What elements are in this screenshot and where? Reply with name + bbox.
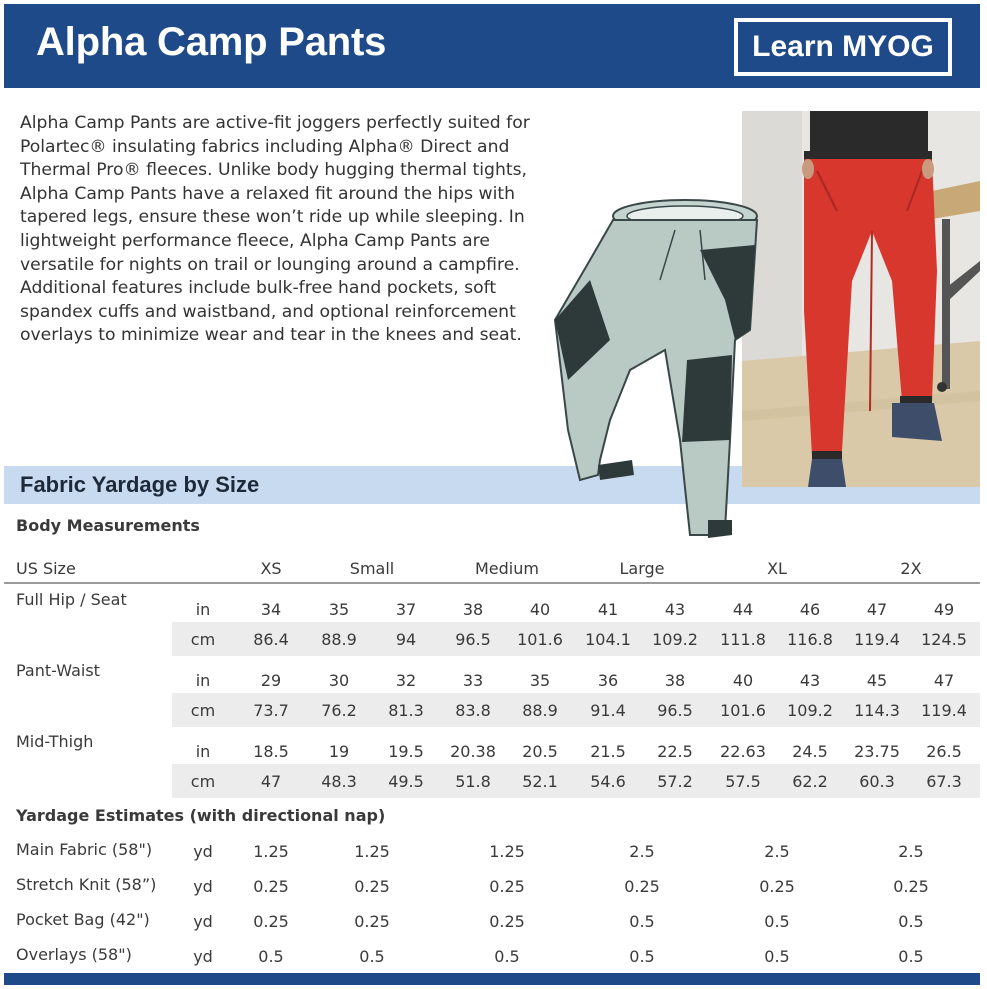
measure-label: Pant-Waist: [16, 661, 100, 680]
yardage-heading: Yardage Estimates (with directional nap): [16, 806, 386, 825]
yardage-cell: 0.5: [629, 912, 655, 931]
table-cell: 23.75: [854, 742, 900, 761]
table-cell: 91.4: [590, 701, 626, 720]
table-cell: 49: [933, 600, 955, 619]
yardage-cell: 0.5: [764, 912, 790, 931]
unit-cm: cm: [190, 772, 216, 791]
table-cell: 33: [462, 671, 484, 690]
table-cell: 119.4: [854, 630, 900, 649]
table-cell: 101.6: [517, 630, 563, 649]
measure-label: Mid-Thigh: [16, 732, 94, 751]
table-cell: 19.5: [388, 742, 424, 761]
unit-cm: cm: [190, 701, 216, 720]
table-cell: 46: [799, 600, 821, 619]
table-cell: 60.3: [859, 772, 895, 791]
table-cell: 40: [529, 600, 551, 619]
table-cell: 96.5: [455, 630, 491, 649]
table-cell: 35: [529, 671, 551, 690]
table-cell: 51.8: [455, 772, 491, 791]
yardage-cell: 0.25: [253, 877, 289, 896]
table-cell: 30: [328, 671, 350, 690]
table-cell: 44: [732, 600, 754, 619]
yardage-cell: 0.25: [489, 877, 525, 896]
table-cell: 43: [799, 671, 821, 690]
table-cell: 22.63: [720, 742, 766, 761]
table-cell: 32: [395, 671, 417, 690]
table-cell: 62.2: [792, 772, 828, 791]
table-cell: 26.5: [926, 742, 962, 761]
body-measurements-heading: Body Measurements: [16, 516, 200, 535]
page-title: Alpha Camp Pants: [36, 20, 387, 64]
table-cell: 81.3: [388, 701, 424, 720]
table-cell: 40: [732, 671, 754, 690]
table-cell: 57.2: [657, 772, 693, 791]
model-photo: [742, 111, 980, 487]
table-cell: 19: [328, 742, 350, 761]
unit-yd: yd: [193, 947, 213, 966]
yardage-cell: 0.5: [258, 947, 284, 966]
table-cell: 83.8: [455, 701, 491, 720]
yardage-label: Overlays (58"): [16, 945, 132, 964]
size-header-2x: 2X: [900, 559, 922, 578]
table-cell: 36: [597, 671, 619, 690]
table-cell: 37: [395, 600, 417, 619]
yardage-label: Pocket Bag (42"): [16, 910, 150, 929]
size-header-small: Small: [349, 559, 395, 578]
product-description: Alpha Camp Pants are active-fit joggers perfectly suited for Polartec® insulating fabrics including Alpha® Direct and Thermal Pro® fleeces. Unlike body hugging thermal tights, Alpha Camp Pants have a relaxed fit around the hips with tapered legs, ensure these won’t ride up while sleeping. In lightweight performance fleece, Alpha Camp Pants are versatile for nights on trail or lounging around a campfire. Additional features include bulk-free hand pockets, soft spandex cuffs and waistband, and optional reinforcement overlays to minimize wear and tear in the knees and seat.: [20, 113, 530, 346]
table-cell: 73.7: [253, 701, 289, 720]
table-cell: 49.5: [388, 772, 424, 791]
unit-in: in: [195, 742, 211, 761]
unit-in: in: [195, 600, 211, 619]
table-cell: 57.5: [725, 772, 761, 791]
yardage-cell: 0.25: [489, 912, 525, 931]
table-cell: 47: [933, 671, 955, 690]
table-cell: 48.3: [321, 772, 357, 791]
yardage-cell: 0.5: [629, 947, 655, 966]
table-cell: 109.2: [652, 630, 698, 649]
table-cell: 114.3: [854, 701, 900, 720]
yardage-cell: 0.25: [759, 877, 795, 896]
table-cell: 21.5: [590, 742, 626, 761]
table-cell: 101.6: [720, 701, 766, 720]
table-cell: 24.5: [792, 742, 828, 761]
table-cell: 38: [664, 671, 686, 690]
unit-yd: yd: [193, 842, 213, 861]
yardage-cell: 1.25: [354, 842, 390, 861]
us-size-label: US Size: [16, 559, 76, 578]
yardage-cell: 0.25: [624, 877, 660, 896]
size-header-large: Large: [619, 559, 665, 578]
table-cell: 109.2: [787, 701, 833, 720]
learn-myog-button[interactable]: Learn MYOG: [734, 18, 952, 76]
table-cell: 18.5: [253, 742, 289, 761]
yardage-label: Stretch Knit (58”): [16, 875, 157, 894]
table-cell: 35: [328, 600, 350, 619]
yardage-cell: 0.5: [494, 947, 520, 966]
table-cell: 94: [395, 630, 417, 649]
table-cell: 52.1: [522, 772, 558, 791]
yardage-cell: 0.25: [354, 912, 390, 931]
measure-label: Full Hip / Seat: [16, 590, 127, 609]
table-cell: 104.1: [585, 630, 631, 649]
yardage-cell: 0.5: [359, 947, 385, 966]
yardage-label: Main Fabric (58"): [16, 840, 153, 859]
section-title: Fabric Yardage by Size: [20, 472, 260, 497]
yardage-cell: 1.25: [253, 842, 289, 861]
unit-in: in: [195, 671, 211, 690]
pants-illustration: [550, 190, 760, 550]
table-cell: 119.4: [921, 701, 967, 720]
footer-bar: [4, 973, 980, 985]
table-cell: 76.2: [321, 701, 357, 720]
table-cell: 67.3: [926, 772, 962, 791]
yardage-cell: 0.25: [253, 912, 289, 931]
yardage-cell: 0.5: [764, 947, 790, 966]
header-bar: [4, 4, 980, 88]
table-cell: 41: [597, 600, 619, 619]
table-cell: 45: [866, 671, 888, 690]
unit-cm: cm: [190, 630, 216, 649]
table-cell: 96.5: [657, 701, 693, 720]
header-divider: [4, 582, 980, 584]
table-cell: 38: [462, 600, 484, 619]
yardage-cell: 0.5: [898, 947, 924, 966]
table-cell: 47: [260, 772, 282, 791]
unit-yd: yd: [193, 877, 213, 896]
size-header-xs: XS: [260, 559, 282, 578]
table-cell: 111.8: [720, 630, 766, 649]
table-cell: 116.8: [787, 630, 833, 649]
size-header-xl: XL: [767, 559, 787, 578]
table-cell: 47: [866, 600, 888, 619]
table-cell: 29: [260, 671, 282, 690]
yardage-cell: 2.5: [629, 842, 655, 861]
table-cell: 54.6: [590, 772, 626, 791]
size-header-medium: Medium: [475, 559, 539, 578]
table-cell: 20.5: [522, 742, 558, 761]
yardage-cell: 0.5: [898, 912, 924, 931]
yardage-cell: 2.5: [764, 842, 790, 861]
table-cell: 88.9: [321, 630, 357, 649]
yardage-cell: 2.5: [898, 842, 924, 861]
table-cell: 124.5: [921, 630, 967, 649]
table-cell: 20.38: [450, 742, 496, 761]
table-cell: 88.9: [522, 701, 558, 720]
unit-yd: yd: [193, 912, 213, 931]
table-cell: 34: [260, 600, 282, 619]
yardage-cell: 1.25: [489, 842, 525, 861]
table-cell: 86.4: [253, 630, 289, 649]
table-cell: 22.5: [657, 742, 693, 761]
table-cell: 43: [664, 600, 686, 619]
yardage-cell: 0.25: [893, 877, 929, 896]
yardage-cell: 0.25: [354, 877, 390, 896]
